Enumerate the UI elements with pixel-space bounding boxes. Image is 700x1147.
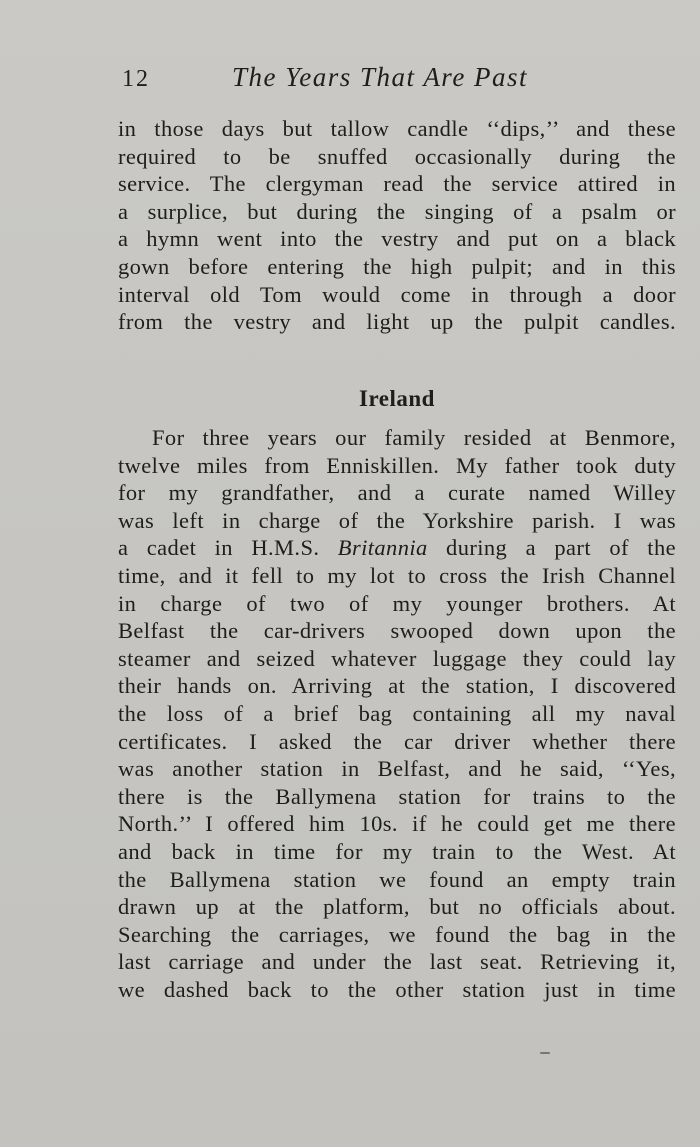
page-number: 12 bbox=[122, 66, 150, 92]
paragraph-church-candles bbox=[118, 115, 676, 336]
text-line: the Ballymena station we found an empty train bbox=[118, 866, 676, 892]
text-line: For three years our family resided at Benmore, bbox=[152, 425, 676, 450]
text-line: from the vestry and light up the pulpit candles. bbox=[118, 309, 676, 335]
text-line: certificates. I asked the car driver whether there bbox=[118, 728, 676, 754]
text-line: Belfast the car-drivers swooped down upon the bbox=[118, 618, 676, 644]
text-line: was left in charge of the Yorkshire parish. I was bbox=[118, 507, 676, 533]
text-line: in charge of two of my younger brothers. At bbox=[118, 590, 676, 616]
print-speck bbox=[540, 1052, 550, 1054]
text-line: required to be snuffed occasionally during the bbox=[118, 143, 676, 169]
text-line: steamer and seized whatever luggage they could lay bbox=[118, 645, 676, 671]
text-line: North.’’ I offered him 10s. if he could get me there bbox=[118, 811, 676, 837]
section-heading: Ireland bbox=[359, 386, 435, 411]
text-line: and back in time for my train to the West. At bbox=[118, 838, 676, 864]
text-line: a surplice, but during the singing of a psalm or bbox=[118, 198, 676, 224]
text-line: last carriage and under the last seat. Retrieving it, bbox=[118, 949, 676, 975]
text-line: service. The clergyman read the service attired in bbox=[118, 171, 676, 197]
text-segment: a cadet in H.M.S. bbox=[118, 535, 338, 561]
text-line: time, and it fell to my lot to cross the Irish Channel bbox=[118, 562, 676, 588]
paragraph-ireland bbox=[118, 424, 676, 1003]
text-line: in those days but tallow candle ‘‘dips,’’ and these bbox=[118, 116, 676, 141]
text-segment: during a part of the bbox=[427, 535, 676, 561]
text-line: drawn up at the platform, but no officials about. bbox=[118, 894, 676, 920]
text-line: gown before entering the high pulpit; and in this bbox=[118, 253, 676, 279]
text-line: their hands on. Arriving at the station, I discovered bbox=[118, 673, 676, 699]
text-line: there is the Ballymena station for trains to the bbox=[118, 783, 676, 809]
ship-name: Britannia bbox=[337, 535, 428, 561]
text-line: we dashed back to the other station just in time bbox=[118, 976, 676, 1002]
text-line: Searching the carriages, we found the bag in the bbox=[118, 921, 676, 947]
text-line: interval old Tom would come in through a door bbox=[118, 281, 676, 307]
running-title: The Years That Are Past bbox=[232, 62, 529, 92]
text-line: for my grandfather, and a curate named Willey bbox=[118, 480, 676, 506]
running-head bbox=[118, 62, 678, 98]
text-line bbox=[118, 534, 676, 562]
text-line: the loss of a brief bag containing all my naval bbox=[118, 700, 676, 726]
text-line: was another station in Belfast, and he said, ‘‘Yes, bbox=[118, 756, 676, 782]
text-line: a hymn went into the vestry and put on a black bbox=[118, 226, 676, 252]
text-line: twelve miles from Enniskillen. My father took duty bbox=[118, 452, 676, 478]
